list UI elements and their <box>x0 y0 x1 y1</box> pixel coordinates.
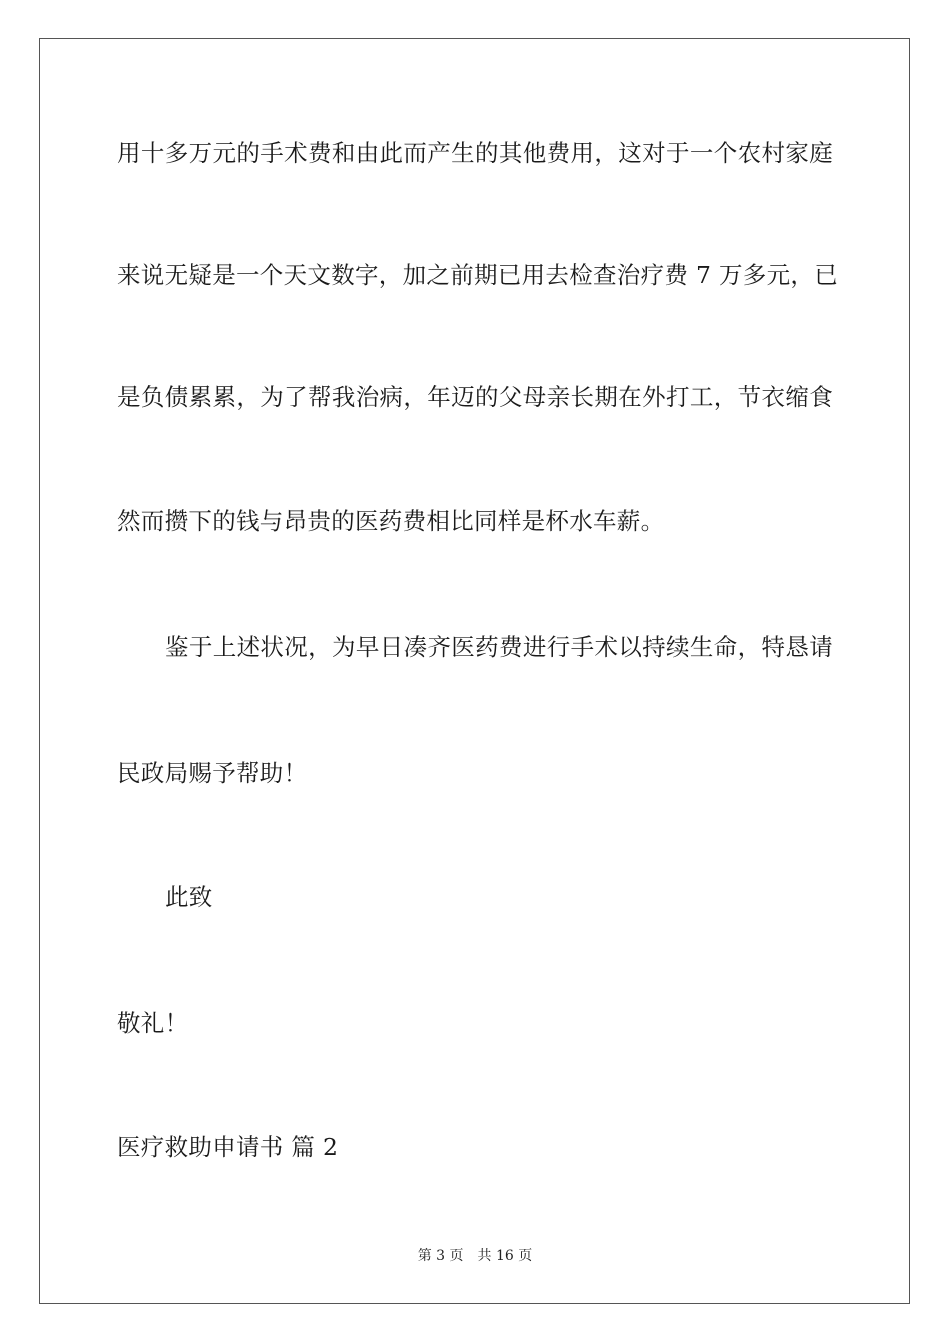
page-total: 共 16 页 <box>477 1248 533 1264</box>
page-footer <box>0 1246 950 1266</box>
closing-line: 敬礼！ <box>117 1009 189 1037</box>
body-line-6: 民政局赐予帮助！ <box>117 759 308 787</box>
salutation-line: 此致 <box>165 883 213 911</box>
body-line-4: 然而攒下的钱与昂贵的医药费相比同样是杯水车薪。 <box>117 507 665 535</box>
body-line-2: 来说无疑是一个天文数字，加之前期已用去检查治疗费 7 万多元，已 <box>117 261 838 289</box>
body-line-1: 用十多万元的手术费和由此而产生的其他费用，这对于一个农村家庭 <box>117 139 833 167</box>
section-heading: 医疗救助申请书 篇 2 <box>117 1133 339 1161</box>
page-border <box>39 38 910 1304</box>
page-number: 第 3 页 <box>417 1248 464 1264</box>
body-line-5: 鉴于上述状况，为早日凑齐医药费进行手术以持续生命，特恳请 <box>165 633 833 661</box>
body-line-3: 是负债累累，为了帮我治病，年迈的父母亲长期在外打工，节衣缩食 <box>117 383 833 411</box>
